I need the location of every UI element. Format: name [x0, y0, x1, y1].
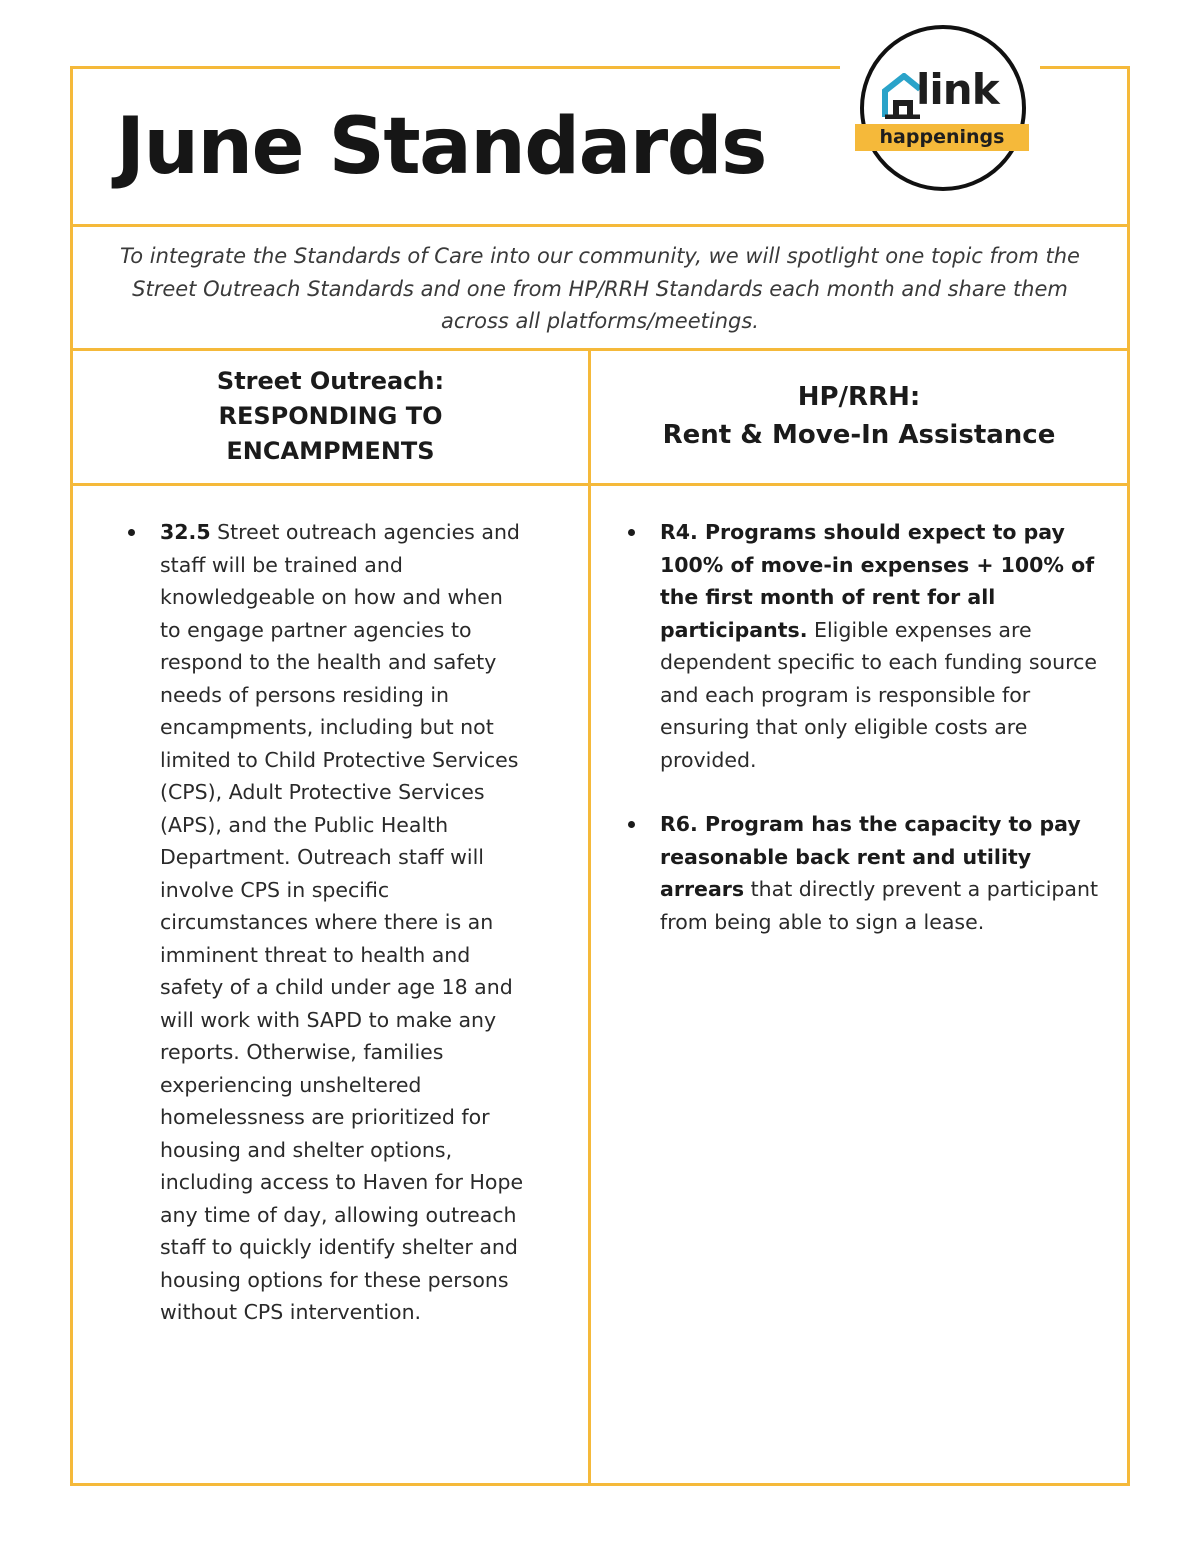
page-title: June Standards	[116, 102, 766, 192]
logo-word: link	[916, 65, 999, 114]
heading-line: Street Outreach:	[216, 367, 445, 395]
column-divider	[588, 349, 591, 1486]
list-item	[628, 516, 1118, 776]
hp-rrh-heading	[591, 378, 1127, 454]
standard-text: that directly prevent a participant from being able to sign a lease.	[660, 877, 1099, 934]
standard-text: Eligible expenses are dependent specific to each funding source and each program is responsible for ensuring that only eligible costs are provided.	[660, 617, 1097, 772]
header-divider	[70, 224, 1130, 227]
column-heading-divider	[70, 483, 1130, 486]
bullet-icon	[628, 529, 635, 536]
standard-id: 32.5	[160, 520, 211, 544]
standard-bold-text: R4. Programs should expect to pay 100% of move-in expenses + 100% of the first month of rent for all participants.	[660, 520, 1095, 642]
list-item	[628, 808, 1118, 938]
bullet-icon	[128, 529, 135, 536]
bullet-icon	[628, 821, 635, 828]
link-happenings-logo	[860, 25, 1026, 191]
heading-line: HP/RRH:	[797, 382, 921, 412]
street-outreach-heading	[73, 364, 588, 469]
logo-band: happenings	[855, 124, 1029, 151]
standard-bold-text: R6. Program has the capacity to pay reasonable back rent and utility arrears	[660, 812, 1081, 901]
heading-line: ENCAMPMENTS	[226, 437, 435, 465]
intro-text: To integrate the Standards of Care into our community, we will spotlight one topic from the Street Outreach Standards and one from HP/RRH Standards each month and share them across all platforms/meetings.	[120, 244, 1080, 333]
street-outreach-list	[128, 516, 528, 1329]
heading-line: Rent & Move-In Assistance	[662, 420, 1056, 450]
hp-rrh-list	[628, 516, 1118, 938]
standard-text: Street outreach agencies and staff will be trained and knowledgeable on how and when to engage partner agencies to respond to the health and safety needs of persons residing in encampments, including but not limited to Child Protective Services (CPS), Adult Protective Services (APS), and the Public Health Department. Outreach staff will involve CPS in specific circumstances where there is an imminent threat to health and safety of a child under age 18 and will work with SAPD to make any reports. Otherwise, families experiencing unsheltered homelessness are prioritized for housing and shelter options, including access to Haven for Hope any time of day, allowing outreach staff to quickly identify shelter and housing options for these persons without CPS intervention.	[160, 520, 524, 1324]
intro-divider	[70, 348, 1130, 351]
list-item	[128, 516, 528, 1329]
heading-line: RESPONDING TO	[218, 402, 443, 430]
